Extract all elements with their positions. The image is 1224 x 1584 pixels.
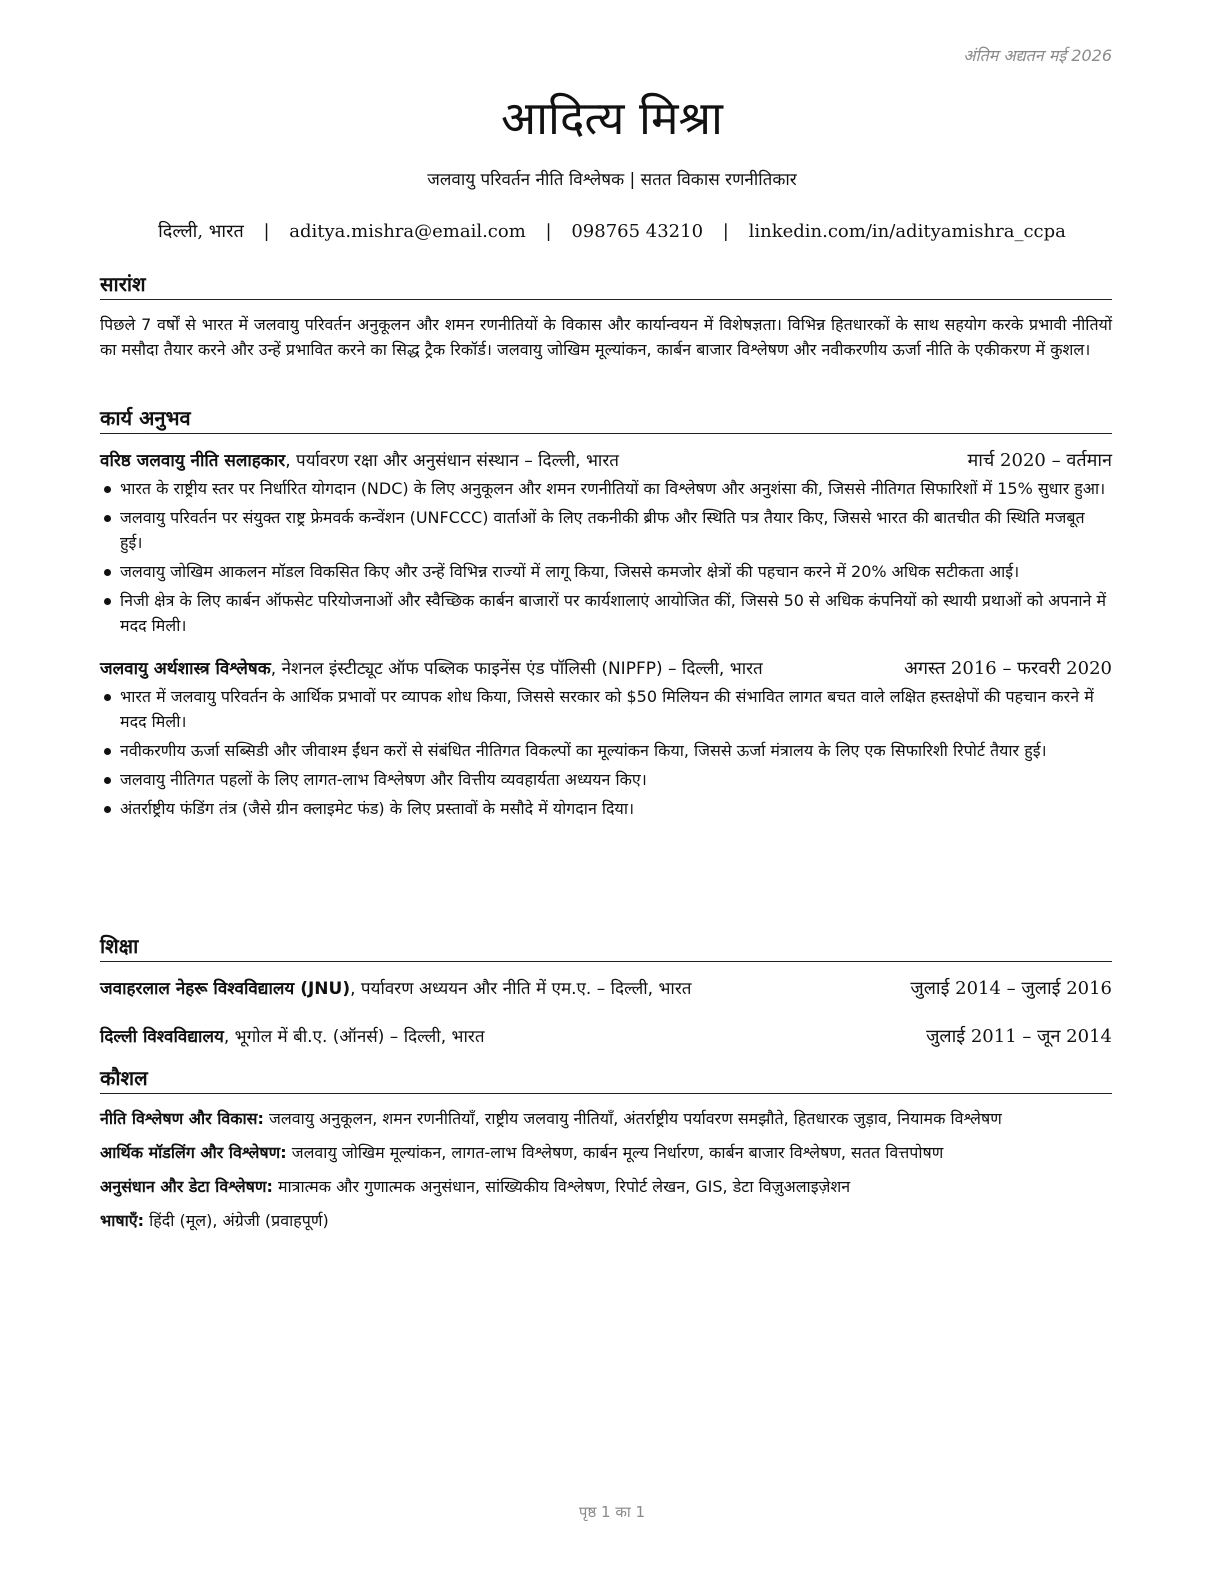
skill-line [100, 1170, 1112, 1204]
job-bullet: जलवायु नीतिगत पहलों के लिए लागत-लाभ विश्लेषण और वित्तीय व्यवहार्यता अध्ययन किए। [120, 767, 1112, 792]
contact-email-link[interactable]: aditya.mishra@email.com [289, 221, 526, 242]
last-updated-note: अंतिम अद्यतन मई 2026 [963, 46, 1112, 65]
contact-separator: | [545, 221, 552, 242]
contact-line [0, 219, 1224, 243]
job-dates: मार्च 2020 – वर्तमान [967, 450, 1112, 471]
summary-section [100, 270, 1112, 362]
experience-heading: कार्य अनुभव [100, 404, 1112, 434]
job-header [100, 656, 1112, 680]
job-bullet: भारत के राष्ट्रीय स्तर पर निर्धारित योगदान (NDC) के लिए अनुकूलन और शमन रणनीतियों का विश्लेषण और अनुशंसा की, जिससे नीतिगत सिफारिशों में 15% सुधार हुआ। [120, 476, 1112, 501]
job-title-line [100, 656, 763, 680]
skill-line [100, 1204, 1112, 1238]
job-bullet: जलवायु परिवर्तन पर संयुक्त राष्ट्र फ्रेमवर्क कन्वेंशन (UNFCCC) वार्ताओं के लिए तकनीकी ब्रीफ और स्थिति पत्र तैयार किए, जिससे भारत की बातचीत की स्थिति मजबूत हुई। [120, 505, 1112, 555]
contact-separator: | [263, 221, 270, 242]
job-bullet: निजी क्षेत्र के लिए कार्बन ऑफसेट परियोजनाओं और स्वैच्छिक कार्बन बाजारों पर कार्यशालाएं आयोजित कीं, जिससे 50 से अधिक कंपनियों को स्थायी प्रथाओं को अपनाने में मदद मिली। [120, 588, 1112, 638]
job-title-line [100, 448, 619, 472]
job-bullet: अंतर्राष्ट्रीय फंडिंग तंत्र (जैसे ग्रीन क्लाइमेट फंड) के लिए प्रस्तावों के मसौदे में योगदान दिया। [120, 796, 1112, 821]
contact-linkedin-link[interactable]: linkedin.com/in/adityamishra_ccpa [748, 221, 1066, 242]
skill-label: नीति विश्लेषण और विकास: [100, 1109, 264, 1128]
job-bullets [100, 684, 1112, 821]
skill-line [100, 1136, 1112, 1170]
skills-heading: कौशल [100, 1064, 1112, 1094]
skill-label: अनुसंधान और डेटा विश्लेषण: [100, 1177, 273, 1196]
skills-section [100, 1064, 1112, 1238]
job-bullet: नवीकरणीय ऊर्जा सब्सिडी और जीवाश्म ईंधन करों से संबंधित नीतिगत विकल्पों का मूल्यांकन किया, जिससे ऊर्जा मंत्रालय के लिए एक सिफारिशी रिपोर्ट तैयार हुई। [120, 738, 1112, 763]
contact-separator: | [722, 221, 729, 242]
education-title-line [100, 976, 691, 1000]
job-role: जलवायु अर्थशास्त्र विश्लेषक [100, 659, 271, 679]
skills-list [100, 1102, 1112, 1238]
education-entry [100, 976, 1112, 1000]
education-school: जवाहरलाल नेहरू विश्वविद्यालय (JNU) [100, 979, 351, 999]
skill-value: मात्रात्मक और गुणात्मक अनुसंधान, सांख्यिकीय विश्लेषण, रिपोर्ट लेखन, GIS, डेटा विज़ुअलाइज़ेशन [272, 1177, 851, 1196]
job-dates: अगस्त 2016 – फरवरी 2020 [904, 658, 1112, 679]
education-degree: , भूगोल में बी.ए. (ऑनर्स) – दिल्ली, भारत [223, 1027, 485, 1047]
summary-text: पिछले 7 वर्षों से भारत में जलवायु परिवर्तन अनुकूलन और शमन रणनीतियों के विकास और कार्यान्वयन में विशेषज्ञता। विभिन्न हितधारकों के साथ सहयोग करके प्रभावी नीतियों का मसौदा तैयार करने और उन्हें प्रभावित करने का सिद्ध ट्रैक रिकॉर्ड। जलवायु जोखिम मूल्यांकन, कार्बन बाजार विश्लेषण और नवीकरणीय ऊर्जा नीति के एकीकरण में कुशल। [100, 315, 1112, 359]
education-heading: शिक्षा [100, 932, 1112, 962]
education-section [100, 932, 1112, 1048]
skill-value: हिंदी (मूल), अंग्रेजी (प्रवाहपूर्ण) [144, 1211, 329, 1230]
education-dates: जुलाई 2014 – जुलाई 2016 [910, 978, 1112, 999]
job-entry [100, 656, 1112, 821]
skill-value: जलवायु अनुकूलन, शमन रणनीतियाँ, राष्ट्रीय जलवायु नीतियाँ, अंतर्राष्ट्रीय पर्यावरण समझौते, हितधारक जुड़ाव, नियामक विश्लेषण [263, 1109, 1002, 1128]
job-org: , पर्यावरण रक्षा और अनुसंधान संस्थान – दिल्ली, भारत [285, 451, 619, 471]
contact-location: दिल्ली, भारत [158, 221, 244, 242]
job-entry [100, 448, 1112, 638]
contact-phone: 098765 43210 [571, 221, 704, 242]
job-bullet: भारत में जलवायु परिवर्तन के आर्थिक प्रभावों पर व्यापक शोध किया, जिससे सरकार को $50 मिलियन की संभावित लागत बचत वाले लक्षित हस्तक्षेपों की पहचान करने में मदद मिली। [120, 684, 1112, 734]
education-entry [100, 1024, 1112, 1048]
education-school: दिल्ली विश्वविद्यालय [100, 1027, 224, 1047]
skill-value: जलवायु जोखिम मूल्यांकन, लागत-लाभ विश्लेषण, कार्बन मूल्य निर्धारण, कार्बन बाजार विश्लेषण, सतत वित्तपोषण [286, 1143, 944, 1162]
page-number: पृष्ठ 1 का 1 [578, 1503, 646, 1521]
education-title-line [100, 1024, 485, 1048]
skill-label: भाषाएँ: [100, 1211, 145, 1230]
education-dates: जुलाई 2011 – जून 2014 [926, 1026, 1112, 1047]
skill-line [100, 1102, 1112, 1136]
job-org: , नेशनल इंस्टीट्यूट ऑफ पब्लिक फाइनेंस एंड पॉलिसी (NIPFP) – दिल्ली, भारत [270, 659, 763, 679]
job-bullet: जलवायु जोखिम आकलन मॉडल विकसित किए और उन्हें विभिन्न राज्यों में लागू किया, जिससे कमजोर क्षेत्रों की पहचान करने में 20% अधिक सटीकता आई। [120, 559, 1112, 584]
skill-label: आर्थिक मॉडलिंग और विश्लेषण: [100, 1143, 287, 1162]
job-header [100, 448, 1112, 472]
job-bullets [100, 476, 1112, 638]
education-degree: , पर्यावरण अध्ययन और नीति में एम.ए. – दिल्ली, भारत [350, 979, 692, 999]
job-role: वरिष्ठ जलवायु नीति सलाहकार [100, 451, 286, 471]
candidate-name: आदित्य मिश्रा [501, 91, 723, 145]
summary-heading: सारांश [100, 270, 1112, 300]
tagline: जलवायु परिवर्तन नीति विश्लेषक | सतत विकास रणनीतिकार [427, 170, 797, 190]
experience-section [100, 404, 1112, 825]
